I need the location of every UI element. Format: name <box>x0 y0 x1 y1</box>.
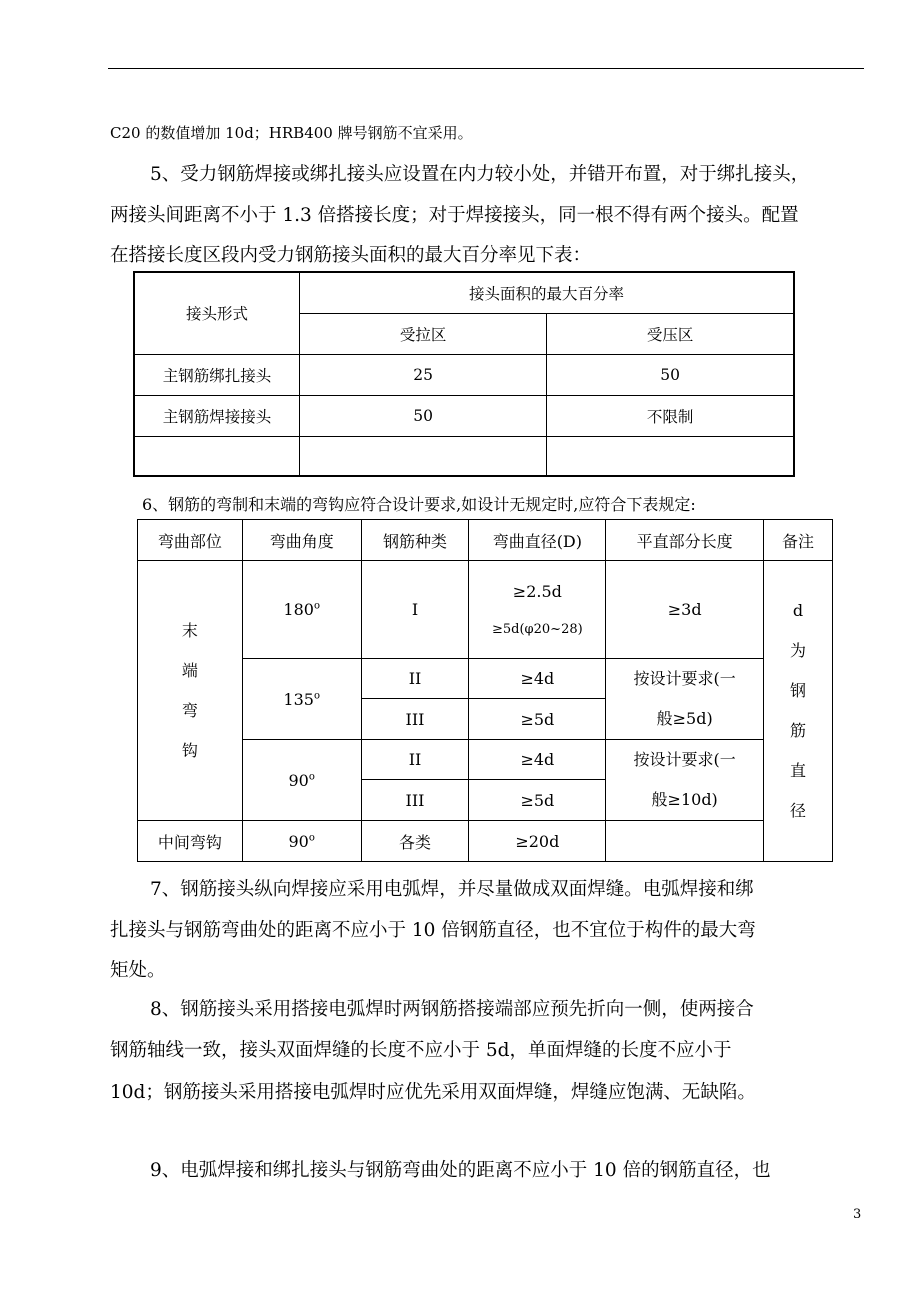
straight-135-a: 按设计要求(一 <box>633 669 736 688</box>
table2-mid-dia: ≥20d <box>469 821 606 862</box>
table1-header-max: 接头面积的最大百分率 <box>300 272 795 313</box>
table2-grade-I: I <box>361 561 469 659</box>
table2-grade-II: II <box>361 659 469 699</box>
angle-value: 90 <box>288 831 309 851</box>
table2-angle-90 <box>242 740 361 821</box>
straight-90-b: 般≥10d) <box>651 790 718 809</box>
table2-dia-5d: ≥5d <box>469 699 606 740</box>
table2-angle-135 <box>242 659 361 740</box>
angle-value: 90 <box>288 770 309 790</box>
end-hook-char: 钩 <box>181 740 198 760</box>
table1-row1-form: 主钢筋绑扎接头 <box>134 354 300 395</box>
table2-header-angle: 弯曲角度 <box>242 520 361 561</box>
table2-mid-grade: 各类 <box>361 821 469 862</box>
table2-dia-5d: ≥5d <box>469 780 606 821</box>
paragraph-9-line1: 9、电弧焊接和绑扎接头与钢筋弯曲处的距离不应小于 10 倍的钢筋直径，也 <box>150 1160 771 1181</box>
paragraph-7-line1: 7、钢筋接头纵向焊接应采用电弧焊，并尽量做成双面焊缝。电弧焊接和绑 <box>150 879 754 900</box>
table2-header-position: 弯曲部位 <box>138 520 243 561</box>
table2-straight-180: ≥3d <box>606 561 764 659</box>
paragraph-5-line3: 在搭接长度区段内受力钢筋接头面积的最大百分率见下表： <box>110 245 592 266</box>
table1-empty-cell <box>547 436 794 476</box>
degree-symbol: o <box>308 771 315 783</box>
straight-135-b: 般≥5d) <box>656 709 713 728</box>
table2-note-cell <box>764 561 833 862</box>
paragraph-5-line2: 两接头间距离不小于 1.3 倍搭接长度；对于焊接接头，同一根不得有两个接头。配置 <box>110 205 799 226</box>
table2-angle-180 <box>242 561 361 659</box>
table2-straight-90 <box>606 740 764 821</box>
paragraph-8-line3: 10d；钢筋接头采用搭接电弧焊时应优先采用双面焊缝，焊缝应饱满、无缺陷。 <box>110 1082 756 1103</box>
degree-symbol: o <box>313 600 320 612</box>
note-char: 筋 <box>790 721 807 740</box>
note-char: 直 <box>790 761 807 780</box>
table2-header-note: 备注 <box>764 520 833 561</box>
table1-row2-form: 主钢筋焊接接头 <box>134 395 300 436</box>
paragraph-7-line3: 矩处。 <box>110 960 166 981</box>
table2-grade-III: III <box>361 699 469 740</box>
table1-empty-cell <box>134 436 300 476</box>
paragraph-5-line1: 5、受力钢筋焊接或绑扎接头应设置在内力较小处，并错开布置，对于绑扎接头， <box>150 164 810 185</box>
table2-grade-III: III <box>361 780 469 821</box>
table1-empty-cell <box>300 436 547 476</box>
table2-end-hook-cell <box>138 561 243 821</box>
note-char: d <box>792 601 804 620</box>
table2-mid-hook: 中间弯钩 <box>138 821 243 862</box>
table1-row2-tension: 50 <box>300 395 547 436</box>
table2-grade-II: II <box>361 740 469 780</box>
joint-area-table <box>133 271 795 477</box>
end-hook-char: 端 <box>181 660 198 680</box>
table1-header-form: 接头形式 <box>134 272 300 354</box>
angle-value: 180 <box>283 600 314 619</box>
straight-90-a: 按设计要求(一 <box>633 750 736 769</box>
table2-straight-135 <box>606 659 764 740</box>
bend-hook-table <box>137 519 833 862</box>
end-hook-char: 弯 <box>181 700 198 720</box>
table2-dia-4d: ≥4d <box>469 740 606 780</box>
degree-symbol: o <box>308 832 315 844</box>
note-char: 钢 <box>790 681 807 700</box>
note-char: 径 <box>790 801 807 820</box>
page-number: 3 <box>853 1207 862 1222</box>
paragraph-7-line2: 扎接头与钢筋弯曲处的距离不应小于 10 倍钢筋直径，也不宜位于构件的最大弯 <box>110 920 756 941</box>
header-rule <box>108 68 864 69</box>
paragraph-c20: C20 的数值增加 10d；HRB400 牌号钢筋不宜采用。 <box>110 124 473 142</box>
table2-dia-4d: ≥4d <box>469 659 606 699</box>
table2-mid-angle <box>242 821 361 862</box>
table2-header-diameter: 弯曲直径(D) <box>469 520 606 561</box>
degree-symbol: o <box>313 690 320 702</box>
note-char: 为 <box>790 641 807 660</box>
table2-header-grade: 钢筋种类 <box>361 520 469 561</box>
angle-value: 135 <box>283 689 314 709</box>
dia-180-b: ≥5d(φ20~28) <box>491 621 583 637</box>
table2-dia-180 <box>469 561 606 659</box>
table1-header-compression: 受压区 <box>547 313 794 354</box>
table2-mid-straight <box>606 821 764 862</box>
paragraph-6: 6、钢筋的弯制和末端的弯钩应符合设计要求,如设计无规定时,应符合下表规定: <box>142 495 696 514</box>
dia-180-a: ≥2.5d <box>512 581 562 601</box>
table2-header-straight: 平直部分长度 <box>606 520 764 561</box>
end-hook-char: 末 <box>181 620 198 640</box>
table1-row2-compression: 不限制 <box>547 395 794 436</box>
table1-header-tension: 受拉区 <box>300 313 547 354</box>
table1-row1-compression: 50 <box>547 354 794 395</box>
paragraph-8-line1: 8、钢筋接头采用搭接电弧焊时两钢筋搭接端部应预先折向一侧，使两接合 <box>150 999 754 1020</box>
paragraph-8-line2: 钢筋轴线一致，接头双面焊缝的长度不应小于 5d，单面焊缝的长度不应小于 <box>110 1040 732 1061</box>
table1-row1-tension: 25 <box>300 354 547 395</box>
